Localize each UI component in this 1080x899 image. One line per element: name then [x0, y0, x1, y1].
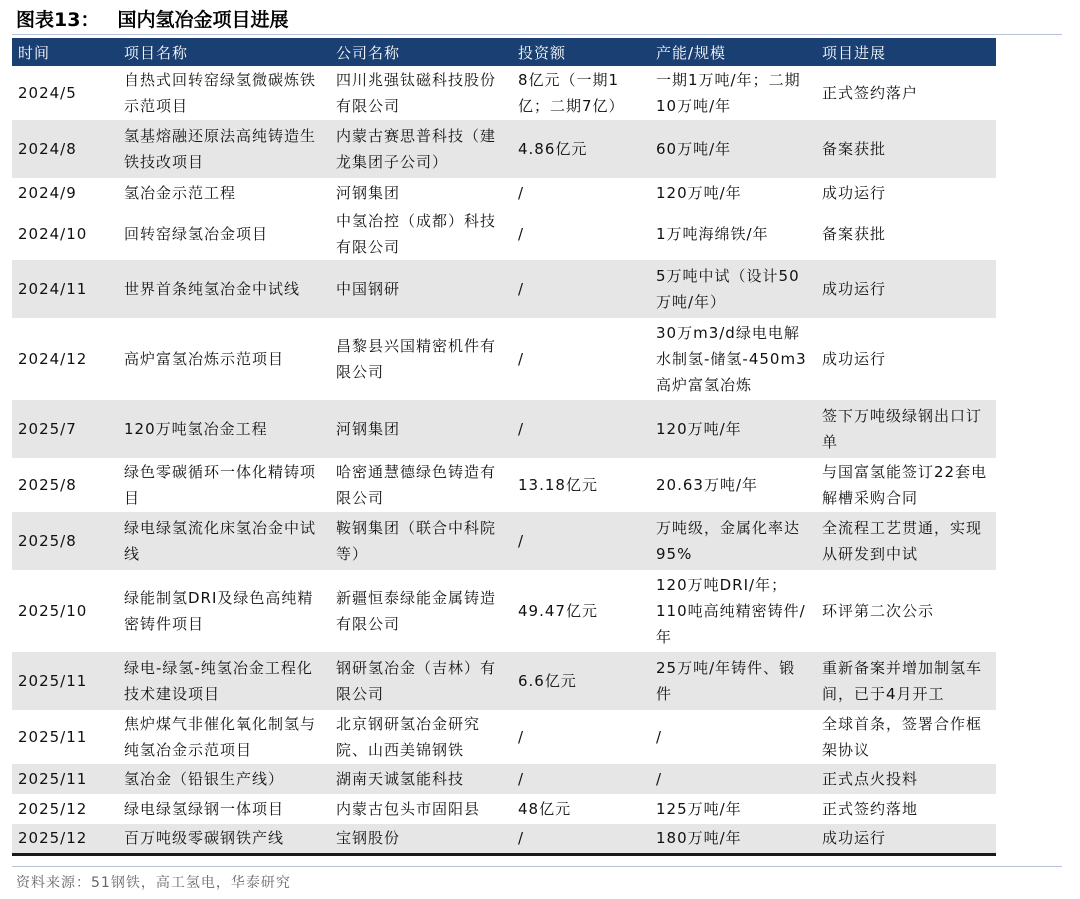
cell-time: 2025/12 [18, 829, 88, 848]
cell-progress: 成功运行 [822, 829, 887, 848]
cell-investment: 8亿元（一期1亿；二期7亿） [518, 71, 625, 115]
cell-capacity: 120万吨/年 [656, 420, 742, 438]
cell-progress: 成功运行 [822, 350, 887, 368]
cell-time: 2024/10 [18, 225, 88, 243]
cell-company: 昌黎县兴国精密机件有限公司 [336, 337, 497, 381]
cell-company: 河钢集团 [336, 420, 401, 438]
table-row [12, 570, 996, 652]
cell-progress: 正式签约落户 [822, 84, 919, 102]
title-divider [12, 34, 1062, 35]
cell-capacity: 20.63万吨/年 [656, 476, 758, 494]
cell-progress: 正式签约落地 [822, 800, 919, 818]
cell-project: 绿色零碳循环一体化精铸项目 [124, 463, 317, 507]
cell-investment: / [518, 184, 525, 202]
cell-time: 2025/11 [18, 672, 88, 690]
cell-time: 2025/11 [18, 728, 88, 746]
cell-company: 哈密通慧德绿色铸造有限公司 [336, 463, 497, 507]
cell-capacity: / [656, 770, 663, 788]
table-row [12, 710, 996, 764]
cell-project: 氢基熔融还原法高纯铸造生铁技改项目 [124, 127, 317, 171]
cell-progress: 成功运行 [822, 184, 887, 202]
cell-company: 四川兆强钛磁科技股份有限公司 [336, 71, 497, 115]
cell-company: 内蒙古赛思普科技（建龙集团子公司） [336, 127, 497, 171]
cell-company: 新疆恒泰绿能金属铸造有限公司 [336, 589, 497, 633]
figure-label: 图表13： [16, 9, 100, 31]
cell-capacity: 5万吨中试（设计50万吨/年） [656, 267, 800, 311]
figure-title-text: 国内氢冶金项目进展 [117, 9, 289, 31]
header-progress: 项目进展 [822, 43, 887, 62]
cell-progress: 签下万吨级绿钢出口订单 [822, 407, 983, 451]
cell-company: 湖南天诚氢能科技 [336, 770, 465, 788]
cell-investment: / [518, 350, 525, 368]
cell-capacity: 25万吨/年铸件、锻件 [656, 659, 796, 703]
header-investment: 投资额 [518, 43, 567, 62]
cell-time: 2024/11 [18, 280, 88, 298]
cell-progress: 备案获批 [822, 140, 887, 158]
cell-progress: 全流程工艺贯通，实现从研发到中试 [822, 519, 983, 563]
table-row [12, 458, 996, 512]
cell-progress: 正式点火投料 [822, 770, 919, 788]
cell-project: 绿电绿氢流化床氢冶金中试线 [124, 519, 317, 563]
table-row [12, 794, 996, 824]
cell-investment: 48亿元 [518, 800, 572, 818]
cell-progress: 备案获批 [822, 225, 887, 243]
cell-investment: / [518, 420, 525, 438]
cell-project: 焦炉煤气非催化氧化制氢与纯氢冶金示范项目 [124, 715, 317, 759]
cell-investment: 49.47亿元 [518, 602, 598, 620]
cell-project: 绿电-绿氢-纯氢冶金工程化技术建设项目 [124, 659, 313, 703]
cell-progress: 环评第二次公示 [822, 602, 935, 620]
table-header-row [12, 38, 996, 66]
cell-company: 钢研氢冶金（吉林）有限公司 [336, 659, 497, 703]
cell-investment: 13.18亿元 [518, 476, 598, 494]
cell-investment: / [518, 532, 525, 550]
cell-company: 宝钢股份 [336, 829, 401, 848]
cell-project: 回转窑绿氢冶金项目 [124, 225, 269, 243]
cell-capacity: 120万吨/年 [656, 184, 742, 202]
cell-company: 中氢冶控（成都）科技有限公司 [336, 212, 497, 256]
cell-investment: / [518, 770, 525, 788]
cell-capacity: 60万吨/年 [656, 140, 732, 158]
cell-project: 氢冶金示范工程 [124, 184, 237, 202]
cell-time: 2025/10 [18, 602, 88, 620]
header-time: 时间 [18, 43, 51, 62]
cell-progress: 与国富氢能签订22套电解槽采购合同 [822, 463, 988, 507]
cell-project: 高炉富氢冶炼示范项目 [124, 350, 285, 368]
cell-investment: / [518, 225, 525, 243]
cell-project: 自热式回转窑绿氢微碳炼铁示范项目 [124, 71, 317, 115]
cell-time: 2024/8 [18, 140, 77, 158]
cell-project: 百万吨级零碳钢铁产线 [124, 829, 285, 848]
cell-capacity: 1万吨海绵铁/年 [656, 225, 769, 243]
table-row [12, 66, 996, 120]
cell-project: 绿电绿氢绿钢一体项目 [124, 800, 285, 818]
header-company: 公司名称 [336, 43, 401, 62]
cell-capacity: 一期1万吨/年；二期10万吨/年 [656, 71, 801, 115]
table-row [12, 260, 996, 318]
table-row [12, 824, 996, 854]
cell-time: 2024/9 [18, 184, 77, 202]
table-row [12, 178, 996, 208]
table-row [12, 652, 996, 710]
cell-progress: 全球首条，签署合作框架协议 [822, 715, 983, 759]
cell-time: 2025/12 [18, 800, 88, 818]
cell-project: 氢冶金（铅银生产线） [124, 770, 285, 788]
cell-investment: 6.6亿元 [518, 672, 577, 690]
cell-investment: / [518, 728, 525, 746]
table-row [12, 512, 996, 570]
cell-time: 2025/11 [18, 770, 88, 788]
footer-divider [12, 866, 1062, 867]
cell-company: 北京钢研氢冶金研究院、山西美锦钢铁 [336, 715, 481, 759]
cell-progress: 成功运行 [822, 280, 887, 298]
table-row [12, 764, 996, 794]
cell-company: 中国钢研 [336, 280, 401, 298]
table-row [12, 318, 996, 400]
table-row [12, 208, 996, 260]
cell-capacity: 180万吨/年 [656, 829, 742, 848]
cell-project: 世界首条纯氢冶金中试线 [124, 280, 301, 298]
cell-company: 河钢集团 [336, 184, 401, 202]
cell-investment: 4.86亿元 [518, 140, 588, 158]
cell-project: 120万吨氢冶金工程 [124, 420, 268, 438]
cell-time: 2025/8 [18, 532, 77, 550]
cell-investment: / [518, 829, 525, 848]
source-note: 资料来源：51钢铁，高工氢电，华泰研究 [16, 875, 291, 891]
cell-time: 2024/12 [18, 350, 88, 368]
cell-company: 内蒙古包头市固阳县 [336, 800, 481, 818]
header-project: 项目名称 [124, 43, 189, 62]
cell-capacity: 万吨级，金属化率达95% [656, 519, 801, 563]
cell-company: 鞍钢集团（联合中科院等） [336, 519, 497, 563]
table-row [12, 120, 996, 178]
cell-capacity: 125万吨/年 [656, 800, 742, 818]
table-row [12, 400, 996, 458]
figure-title [16, 8, 288, 32]
cell-project: 绿能制氢DRI及绿色高纯精密铸件项目 [124, 589, 314, 633]
header-capacity: 产能/规模 [656, 43, 727, 62]
projects-table [12, 38, 996, 856]
cell-time: 2024/5 [18, 84, 77, 102]
cell-capacity: 30万m3/d绿电电解水制氢-储氢-450m3高炉富氢冶炼 [656, 324, 807, 394]
cell-time: 2025/8 [18, 476, 77, 494]
cell-progress: 重新备案并增加制氢车间，已于4月开工 [822, 659, 983, 703]
cell-investment: / [518, 280, 525, 298]
cell-capacity: / [656, 728, 663, 746]
cell-capacity: 120万吨DRI/年；110吨高纯精密铸件/年 [656, 576, 806, 646]
cell-time: 2025/7 [18, 420, 77, 438]
